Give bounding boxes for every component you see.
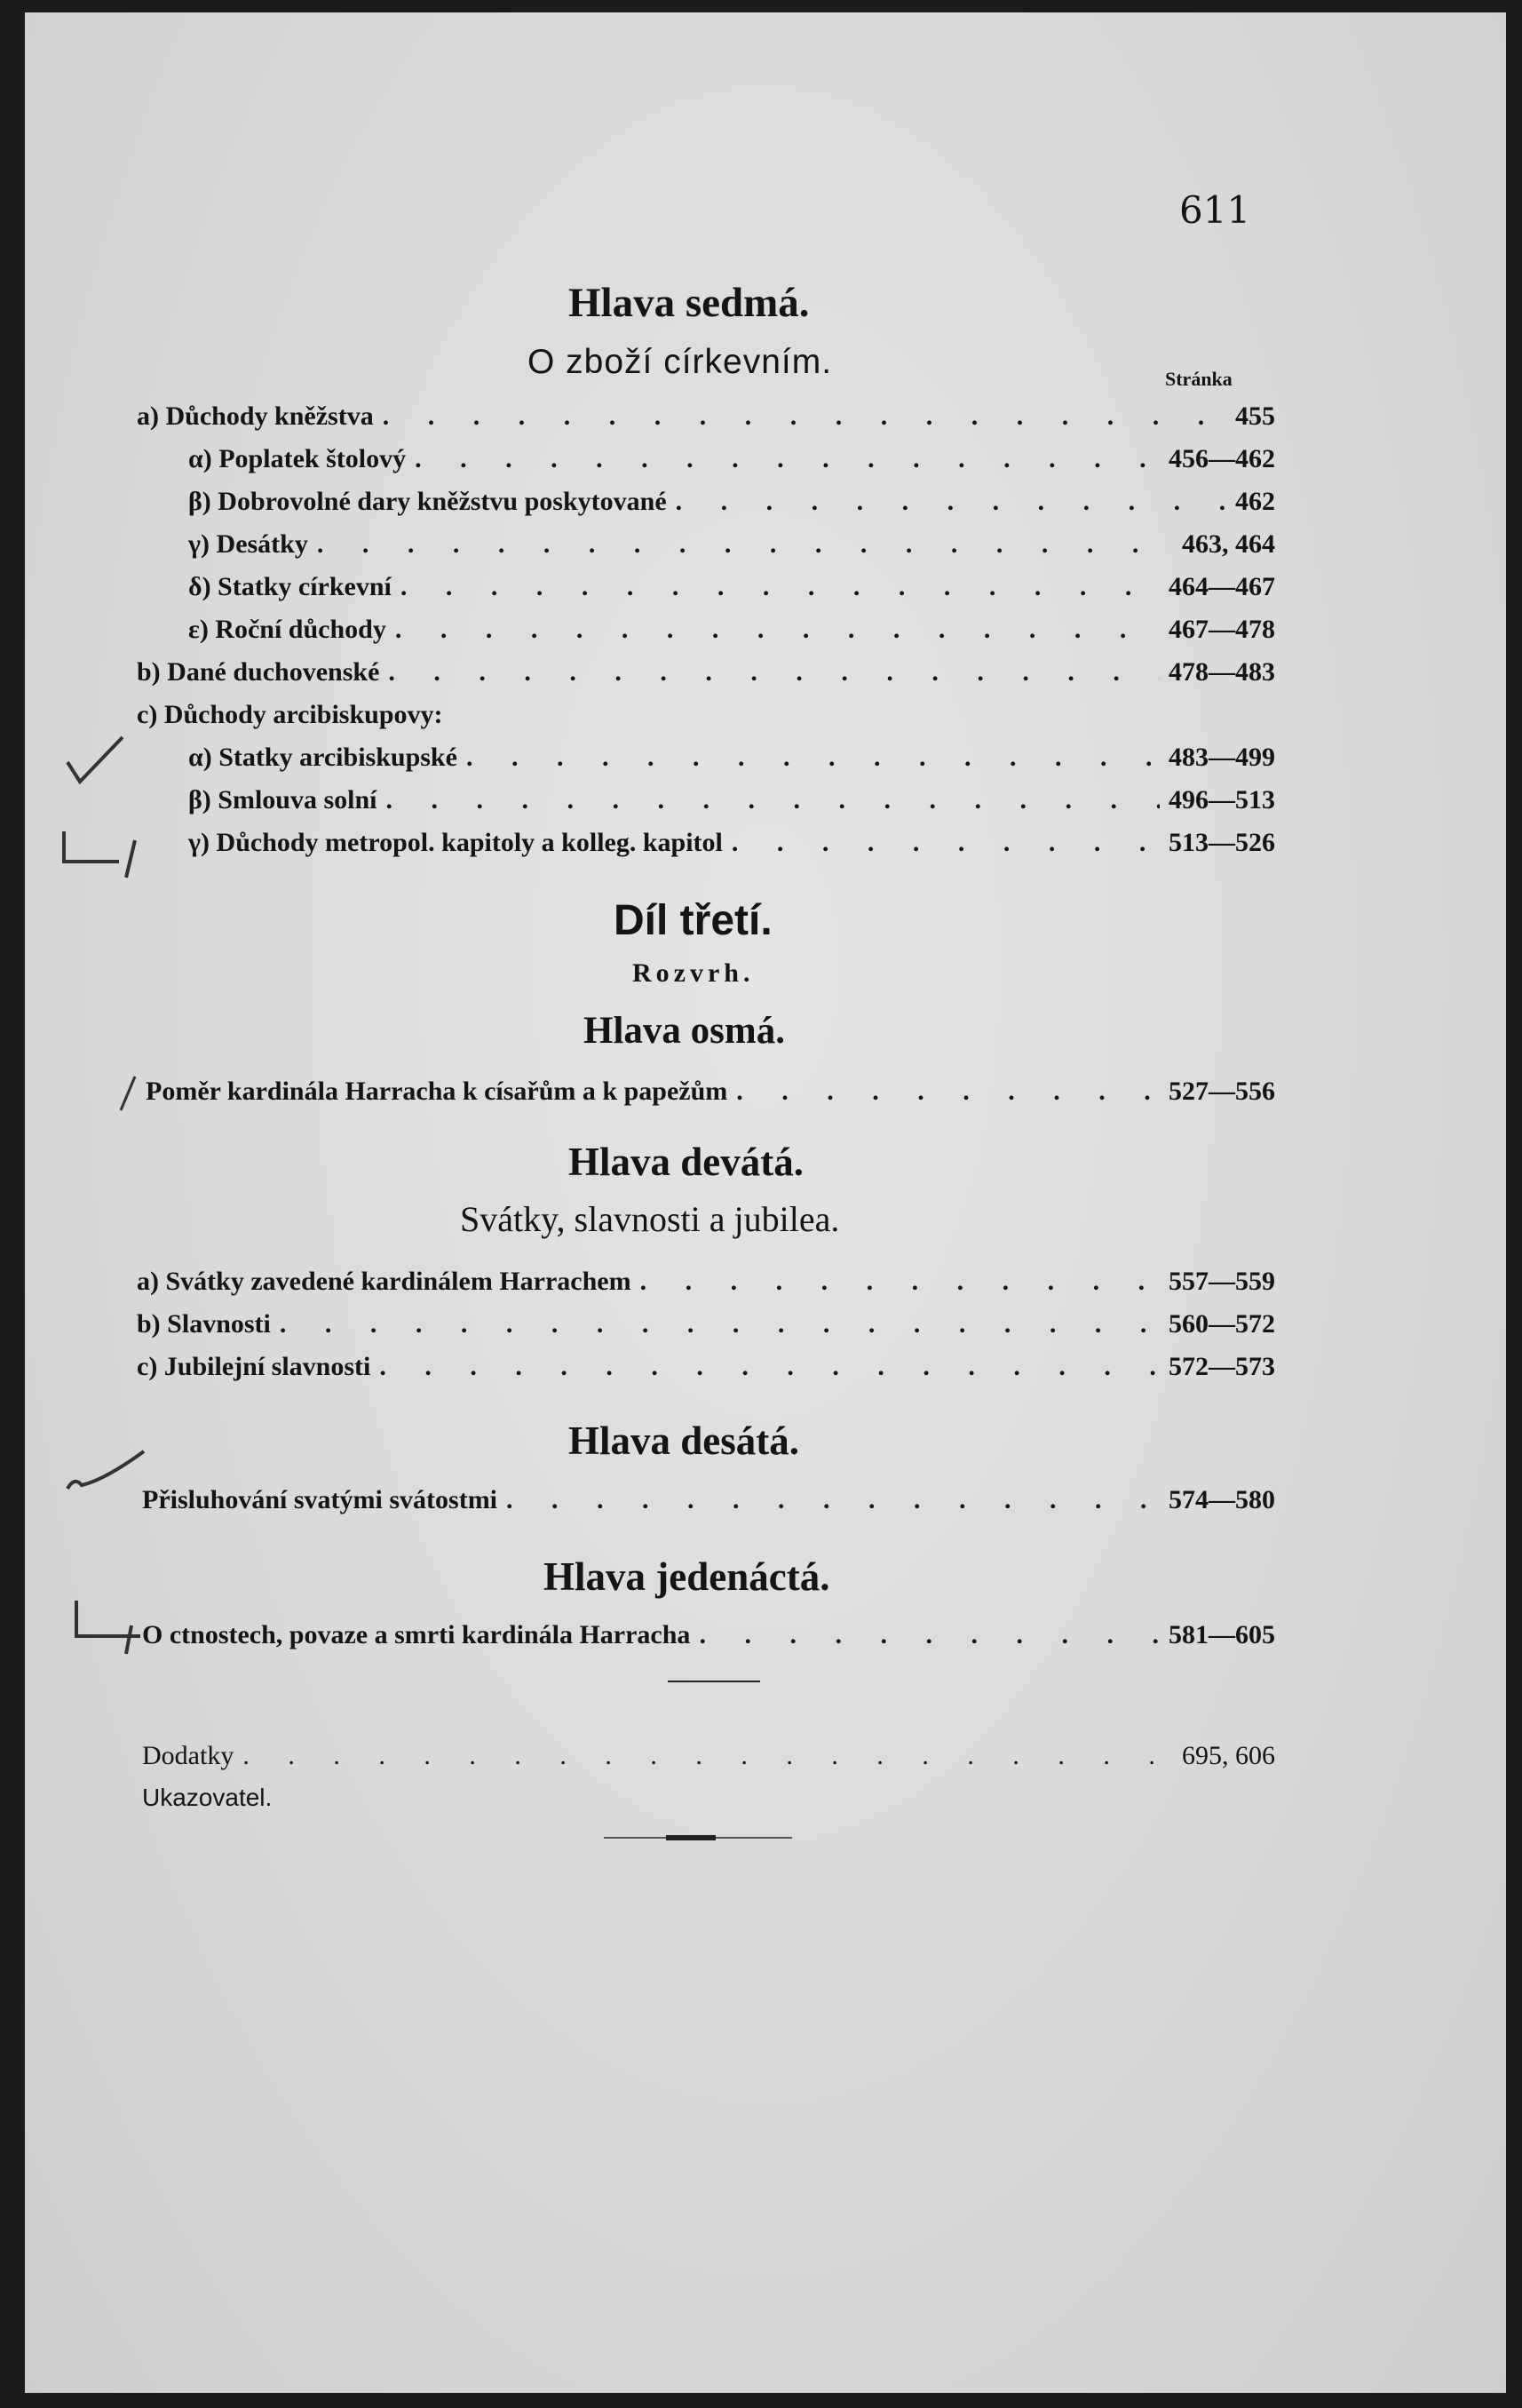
part-subtitle: Rozvrh. — [632, 958, 755, 988]
book-page — [25, 12, 1506, 2393]
toc-entry-pages: 581—605 — [1169, 1620, 1275, 1649]
toc-entry-pages: 527—556 — [1169, 1077, 1275, 1106]
toc-entry-pages: 478—483 — [1169, 657, 1275, 687]
pencil-bracket-icon — [52, 823, 158, 885]
toc-entry — [188, 572, 1275, 608]
dot-leader — [388, 657, 1160, 687]
toc-entry-label: Přisluhování svatými svátostmi — [142, 1485, 498, 1514]
toc-entry-pages: 455 — [1235, 401, 1275, 431]
toc-entry-pages: 464—467 — [1169, 572, 1275, 601]
dot-leader — [676, 487, 1226, 517]
toc-entry-label: a) Důchody kněžstva — [137, 401, 374, 431]
dot-leader — [699, 1620, 1160, 1650]
dot-leader — [317, 529, 1173, 560]
toc-entry — [142, 1741, 1275, 1776]
toc-entry-label: γ) Důchody metropol. kapitoly a kolleg. kapitol — [188, 828, 723, 857]
toc-entry-label: c) Jubilejní slavnosti — [137, 1352, 371, 1381]
toc-entry — [188, 529, 1275, 565]
toc-entry — [137, 1267, 1275, 1302]
toc-entry-pages: 560—572 — [1169, 1309, 1275, 1339]
section-divider — [668, 1681, 760, 1682]
toc-entry-label: β) Smlouva solní — [188, 785, 377, 815]
toc-entry — [188, 615, 1275, 650]
toc-entry-label: δ) Statky církevní — [188, 572, 392, 601]
toc-entry — [188, 487, 1275, 522]
dot-leader — [736, 1077, 1160, 1107]
toc-entry — [188, 828, 1275, 863]
toc-entry-label: b) Slavnosti — [137, 1309, 271, 1339]
toc-entry — [142, 1784, 1275, 1819]
dot-leader — [379, 1352, 1160, 1382]
dot-leader — [395, 615, 1160, 645]
dot-leader — [415, 444, 1160, 474]
toc-entry — [142, 1620, 1275, 1656]
dot-leader — [383, 401, 1226, 432]
toc-entry — [188, 785, 1275, 821]
dot-leader — [400, 572, 1160, 602]
toc-entry-label: b) Dané duchovenské — [137, 657, 380, 687]
toc-entry-label: a) Svátky zavedené kardinálem Harrachem — [137, 1267, 631, 1296]
toc-entry-label: O ctnostech, povaze a smrti kardinála Harracha — [142, 1620, 691, 1649]
toc-entry — [137, 1352, 1275, 1387]
dot-leader — [732, 828, 1160, 858]
toc-entry-pages: 695, 606 — [1182, 1741, 1275, 1770]
toc-entry — [142, 1485, 1275, 1521]
page-number: 611 — [1179, 188, 1251, 232]
toc-entry-pages: 483—499 — [1169, 743, 1275, 772]
toc-entry-pages: 574—580 — [1169, 1485, 1275, 1514]
toc-entry-pages: 496—513 — [1169, 785, 1275, 815]
toc-entry — [146, 1077, 1275, 1112]
dot-leader — [466, 743, 1160, 773]
dot-leader — [506, 1485, 1160, 1515]
toc-entry — [137, 1309, 1275, 1345]
part-title: Díl třetí. — [614, 897, 773, 944]
toc-entry-label: Dodatky — [142, 1741, 234, 1770]
chapter8-title: Hlava osmá. — [583, 1010, 785, 1052]
toc-entry-label: α) Poplatek štolový — [188, 444, 407, 473]
chapter9-title: Hlava devátá. — [568, 1140, 804, 1184]
toc-entry-label: α) Statky arcibiskupské — [188, 743, 457, 772]
toc-entry-label: Poměr kardinála Harracha k císařům a k papežům — [146, 1077, 728, 1106]
toc-entry-label: γ) Desátky — [188, 529, 308, 559]
toc-entry — [188, 743, 1275, 778]
dot-leader — [386, 785, 1160, 815]
toc-entry-pages: 467—478 — [1169, 615, 1275, 644]
toc-entry-label: Ukazovatel. — [142, 1784, 273, 1811]
toc-entry — [137, 700, 1275, 735]
toc-entry-pages: 513—526 — [1169, 828, 1275, 857]
toc-entry-pages: 572—573 — [1169, 1352, 1275, 1381]
pencil-bracket-icon — [64, 1597, 162, 1659]
dot-leader — [280, 1309, 1160, 1339]
dot-leader — [640, 1267, 1160, 1297]
chapter11-title: Hlava jedenáctá. — [543, 1554, 830, 1599]
toc-entry-pages: 557—559 — [1169, 1267, 1275, 1296]
toc-entry-pages: 456—462 — [1169, 444, 1275, 473]
pencil-checkmark-icon — [60, 732, 131, 794]
toc-entry-label: β) Dobrovolné dary kněžstvu poskytované — [188, 487, 667, 516]
page-column-label: Stránka — [1165, 368, 1233, 390]
chapter7-title: Hlava sedmá. — [568, 280, 810, 326]
chapter10-title: Hlava desátá. — [568, 1419, 800, 1463]
chapter9-subtitle: Svátky, slavnosti a jubilea. — [460, 1199, 840, 1239]
chapter7-subtitle: O zboží církevním. — [527, 343, 833, 381]
toc-entry — [137, 401, 1275, 437]
toc-entry-pages: 463, 464 — [1182, 529, 1275, 559]
toc-entry-pages: 462 — [1235, 487, 1275, 516]
toc-entry — [137, 657, 1275, 693]
end-rule-center — [666, 1835, 716, 1840]
toc-entry-label: ε) Roční důchody — [188, 615, 386, 644]
toc-entry — [188, 444, 1275, 480]
pencil-slash-icon — [114, 1071, 140, 1116]
pencil-checkmark-icon — [64, 1444, 153, 1498]
dot-leader — [242, 1741, 1173, 1771]
toc-entry-label: c) Důchody arcibiskupovy: — [137, 700, 443, 729]
